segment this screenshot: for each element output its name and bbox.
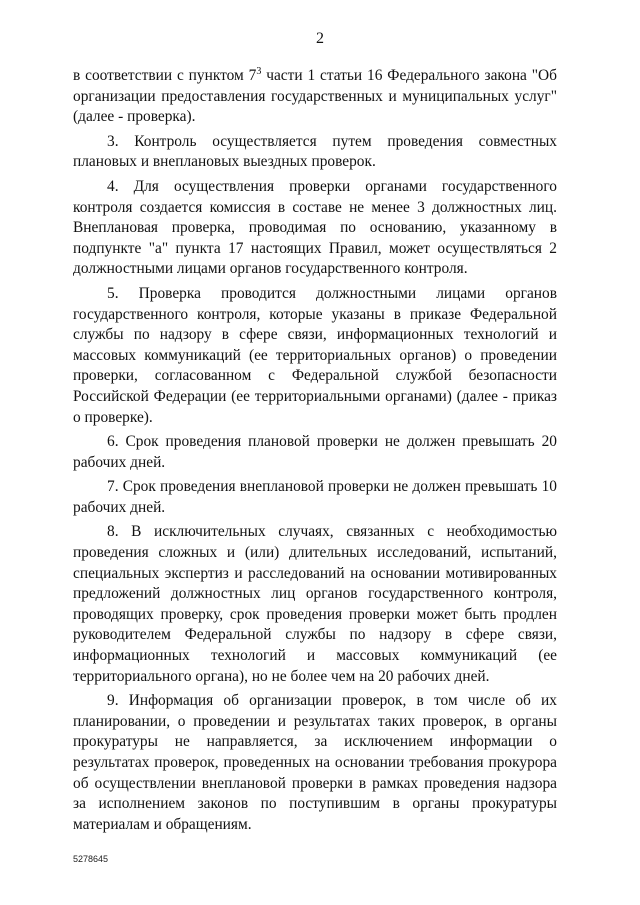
paragraph-9: 9. Информация об организации проверок, в том числе об их планировании, о проведении и результатах таких проверок, в органы прокуратуры не направляется, за исключением информации о результатах проверок, проведенных на основании требования прокурора об осуществлении внеплановой проверки в рамках проведения надзора за исполнением законов по поступившим в органы прокуратуры материалам и обращениям. [73,692,557,833]
paragraph-8: 8. В исключительных случаях, связанных с необходимостью проведения сложных и (или) длительных исследований, испытаний, специальных экспертиз и расследований на основании мотивированных предложений должностных лиц органов государственного контроля, проводящих проверку, срок проведения проверки может быть продлен руководителем Федеральной службы по надзору в сфере связи, информационных технологий и массовых коммуникаций (ее территориального органа), но не более чем на 20 рабочих дней. [73,523,557,685]
paragraph-4: 4. Для осуществления проверки органами государственного контроля создается комиссия в составе не менее 3 должностных лиц. Внеплановая проверка, проводимая по основанию, указанному в подпункте "а" пункта 17 настоящих Правил, может осуществляться 2 должностными лицами органов государственного контроля. [73,177,557,278]
paragraph-text: части 1 статьи 16 Федерального закона "Об организации предоставления государственных и муниципальных услуг" (далее - проверка). [73,67,557,126]
paragraph-3: 3. Контроль осуществляется путем проведения совместных плановых и внеплановых выездных проверок. [73,132,557,171]
document-code: 5278645 [73,854,109,864]
paragraph-7: 7. Срок проведения внеплановой проверки не должен превышать 10 рабочих дней. [73,478,557,516]
page-number: 2 [316,30,324,47]
document-body [73,66,557,839]
superscript: 3 [256,65,262,77]
paragraph-text: в соответствии с пунктом 7 [73,67,257,84]
paragraph-6: 6. Срок проведения плановой проверки не должен превышать 20 рабочих дней. [73,433,557,471]
paragraph-5: 5. Проверка проводится должностными лицами органов государственного контроля, которые указаны в приказе Федеральной службы по надзору в сфере связи, информационных технологий и массовых коммуникаций (ее территориальных органов) о проведении проверки, согласованном с Федеральной службой безопасности Российской Федерации (ее территориальными органами) (далее - приказ о проверке). [73,284,557,426]
paragraph-continuation [73,66,557,128]
